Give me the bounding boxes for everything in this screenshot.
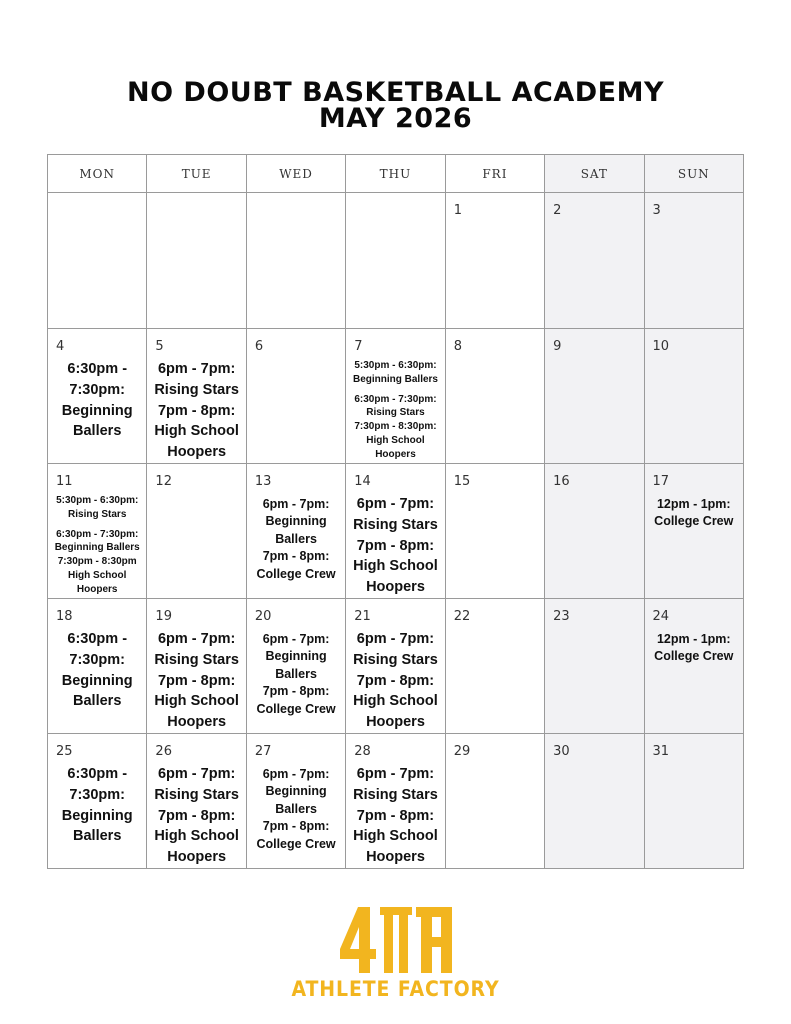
event-line: 12pm - 1pm: — [656, 632, 731, 646]
day-cell-13 — [246, 464, 345, 599]
event-line: Rising Stars — [68, 508, 127, 520]
event-list — [348, 494, 442, 598]
day-cell-4 — [48, 329, 147, 464]
day-number: 14 — [354, 474, 371, 489]
day-number: 17 — [652, 474, 670, 489]
event-list — [348, 764, 442, 868]
event-line: College Crew — [256, 701, 336, 716]
event-line: Hoopers — [76, 583, 118, 595]
day-number: 13 — [254, 474, 272, 489]
day-cell-7 — [346, 329, 445, 464]
day-cell-29 — [445, 734, 544, 869]
event-list — [50, 764, 144, 847]
event-line: 6pm - 7pm: — [356, 496, 435, 512]
day-cell-28 — [346, 734, 445, 869]
academy-name: NO DOUBT BASKETBALL ACADEMY — [126, 77, 664, 108]
event-line: 6pm - 7pm: — [262, 632, 330, 646]
day-number: 9 — [553, 339, 562, 354]
day-number: 6 — [254, 339, 264, 354]
event-line: 5:30pm - 6:30pm: — [354, 360, 437, 371]
event-line: 7pm - 8pm: — [356, 537, 435, 554]
event-line: Beginning — [61, 672, 133, 689]
event-line: 12pm - 1pm: — [656, 497, 731, 511]
page-title — [0, 77, 791, 134]
event-line: Beginning Ballers — [54, 542, 140, 554]
day-number: 19 — [155, 609, 172, 624]
day-number: 22 — [453, 609, 471, 624]
week-row-5 — [48, 734, 744, 869]
day-cell-9 — [545, 329, 644, 464]
day-cell-8 — [445, 329, 544, 464]
event-line: Rising Stars — [154, 651, 239, 668]
event-line: Beginning — [61, 402, 133, 419]
day-number: 18 — [56, 609, 73, 624]
day-cell-11 — [48, 464, 147, 599]
day-number: 31 — [652, 744, 670, 759]
day-cell-24 — [644, 599, 743, 734]
day-cell-3 — [644, 193, 743, 329]
event-line: Beginning — [265, 649, 327, 664]
event-line: High School — [353, 828, 438, 845]
event-line: Ballers — [73, 693, 122, 710]
event-line: Beginning — [265, 784, 327, 799]
day-cell-14 — [346, 464, 445, 599]
event-line: Ballers — [275, 531, 317, 546]
event-list — [50, 494, 144, 597]
event-list — [249, 631, 343, 718]
event-line: High School — [353, 693, 438, 710]
event-line: 7:30pm - 8:30pm: — [354, 421, 437, 433]
day-number: 29 — [453, 744, 471, 759]
weekday-sun: SUN — [644, 155, 743, 193]
event-line: 7pm - 8pm: — [262, 684, 330, 699]
day-number: 1 — [453, 203, 462, 218]
day-number: 11 — [56, 474, 73, 489]
week-row-1 — [48, 193, 744, 329]
event-line: Beginning Ballers — [352, 373, 438, 385]
event-line: College Crew — [256, 566, 336, 581]
day-cell-22 — [445, 599, 544, 734]
day-number: 26 — [155, 744, 172, 759]
day-cell-16 — [545, 464, 644, 599]
event-line: 7pm - 8pm: — [157, 402, 236, 419]
weekday-fri: FRI — [445, 155, 544, 193]
event-line: High School — [366, 434, 425, 446]
event-line: Beginning — [61, 807, 133, 824]
event-line: Hoopers — [375, 448, 416, 460]
event-line: 7pm - 8pm: — [262, 549, 330, 564]
event-line: Hoopers — [366, 849, 425, 866]
event-list — [149, 764, 243, 868]
day-number: 20 — [254, 609, 272, 624]
event-line: Ballers — [73, 423, 122, 440]
event-list — [647, 631, 741, 666]
event-line: 6pm - 7pm: — [157, 631, 236, 647]
logo-mark-icon — [336, 905, 456, 975]
event-line: High School — [154, 828, 239, 845]
weekday-mon: MON — [48, 155, 147, 193]
event-line: Rising Stars — [353, 651, 438, 668]
event-line: High School — [154, 693, 239, 710]
event-line: 5:30pm - 6:30pm: — [56, 495, 139, 506]
day-cell-17 — [644, 464, 743, 599]
day-number: 28 — [354, 744, 371, 759]
day-cell-30 — [545, 734, 644, 869]
day-number: 10 — [652, 339, 670, 354]
event-line: 7:30pm: — [69, 381, 126, 398]
event-list — [149, 359, 243, 463]
event-line: 6:30pm - — [67, 766, 128, 782]
event-line: Rising Stars — [353, 516, 438, 533]
day-number: 8 — [453, 339, 462, 354]
event-list — [249, 766, 343, 853]
event-list — [647, 496, 741, 531]
event-line: Rising Stars — [154, 381, 239, 398]
event-line: 6:30pm - — [67, 631, 128, 647]
event-line: Ballers — [73, 828, 122, 845]
event-line: Beginning — [265, 514, 327, 529]
day-cell-26 — [147, 734, 246, 869]
event-line: 7pm - 8pm: — [157, 807, 236, 824]
day-cell-empty — [147, 193, 246, 329]
day-cell-12 — [147, 464, 246, 599]
event-list — [249, 496, 343, 583]
day-number: 7 — [354, 339, 363, 354]
weekday-tue: TUE — [147, 155, 246, 193]
event-line: College Crew — [256, 836, 336, 851]
event-line: Hoopers — [167, 714, 227, 731]
day-cell-21 — [346, 599, 445, 734]
day-number: 12 — [155, 474, 172, 489]
event-line: Hoopers — [366, 714, 425, 731]
day-number: 24 — [652, 609, 670, 624]
event-line: 6pm - 7pm: — [356, 631, 435, 647]
weekday-wed: WED — [246, 155, 345, 193]
event-line: 7pm - 8pm: — [157, 672, 236, 689]
week-row-2 — [48, 329, 744, 464]
week-row-3 — [48, 464, 744, 599]
event-line: High School — [154, 423, 239, 440]
day-cell-empty — [246, 193, 345, 329]
day-number: 3 — [652, 203, 661, 218]
day-cell-2 — [545, 193, 644, 329]
day-number: 16 — [553, 474, 570, 489]
day-number: 15 — [453, 474, 471, 489]
event-line: 6pm - 7pm: — [157, 766, 236, 782]
event-line: 6pm - 7pm: — [157, 361, 236, 377]
day-number: 25 — [56, 744, 73, 759]
event-line: Ballers — [275, 801, 317, 816]
day-cell-23 — [545, 599, 644, 734]
calendar-month: MAY 2026 — [318, 103, 473, 134]
event-line: 7pm - 8pm: — [356, 672, 435, 689]
event-line: Hoopers — [366, 579, 425, 596]
event-line: Ballers — [275, 666, 317, 681]
day-cell-25 — [48, 734, 147, 869]
event-line: High School — [353, 558, 438, 575]
event-line: 6:30pm - 7:30pm: — [56, 528, 139, 540]
event-line: Rising Stars — [154, 786, 239, 803]
event-list — [50, 629, 144, 712]
event-line: 7:30pm: — [69, 786, 126, 803]
day-number: 2 — [553, 203, 562, 218]
weekday-sat: SAT — [545, 155, 644, 193]
event-line: Rising Stars — [366, 407, 425, 419]
event-line: College Crew — [654, 649, 734, 664]
event-line: 6:30pm - 7:30pm: — [354, 393, 437, 405]
event-line: College Crew — [654, 514, 734, 529]
day-cell-empty — [48, 193, 147, 329]
weekday-header-row — [48, 155, 744, 193]
day-cell-1 — [445, 193, 544, 329]
day-cell-5 — [147, 329, 246, 464]
event-line: 6pm - 7pm: — [262, 767, 330, 781]
weekday-thu: THU — [346, 155, 445, 193]
day-cell-19 — [147, 599, 246, 734]
event-line: 6pm - 7pm: — [356, 766, 435, 782]
day-number: 5 — [155, 339, 164, 354]
day-cell-27 — [246, 734, 345, 869]
event-line: 7:30pm: — [69, 651, 126, 668]
logo-wordmark: ATHLETE FACTORY — [291, 977, 500, 1001]
day-cell-20 — [246, 599, 345, 734]
event-line: 6:30pm - — [67, 361, 128, 377]
day-number: 21 — [354, 609, 371, 624]
event-line: 7pm - 8pm: — [356, 807, 435, 824]
day-cell-18 — [48, 599, 147, 734]
day-cell-empty — [346, 193, 445, 329]
day-cell-31 — [644, 734, 743, 869]
day-cell-15 — [445, 464, 544, 599]
event-line: Hoopers — [167, 849, 227, 866]
event-line: Hoopers — [167, 444, 227, 461]
event-list — [149, 629, 243, 733]
day-cell-10 — [644, 329, 743, 464]
athlete-factory-logo — [0, 905, 791, 1001]
event-line: High School — [68, 569, 127, 581]
event-line: 6pm - 7pm: — [262, 497, 330, 511]
event-list — [50, 359, 144, 442]
day-number: 23 — [553, 609, 570, 624]
day-cell-6 — [246, 329, 345, 464]
event-line: 7pm - 8pm: — [262, 819, 330, 834]
event-line: 7:30pm - 8:30pm — [57, 556, 137, 568]
day-number: 4 — [56, 339, 65, 354]
day-number: 30 — [553, 744, 570, 759]
event-line: Rising Stars — [353, 786, 438, 803]
week-row-4 — [48, 599, 744, 734]
event-list — [348, 629, 442, 733]
day-number: 27 — [254, 744, 272, 759]
event-list — [348, 359, 442, 462]
calendar-grid — [47, 154, 744, 869]
